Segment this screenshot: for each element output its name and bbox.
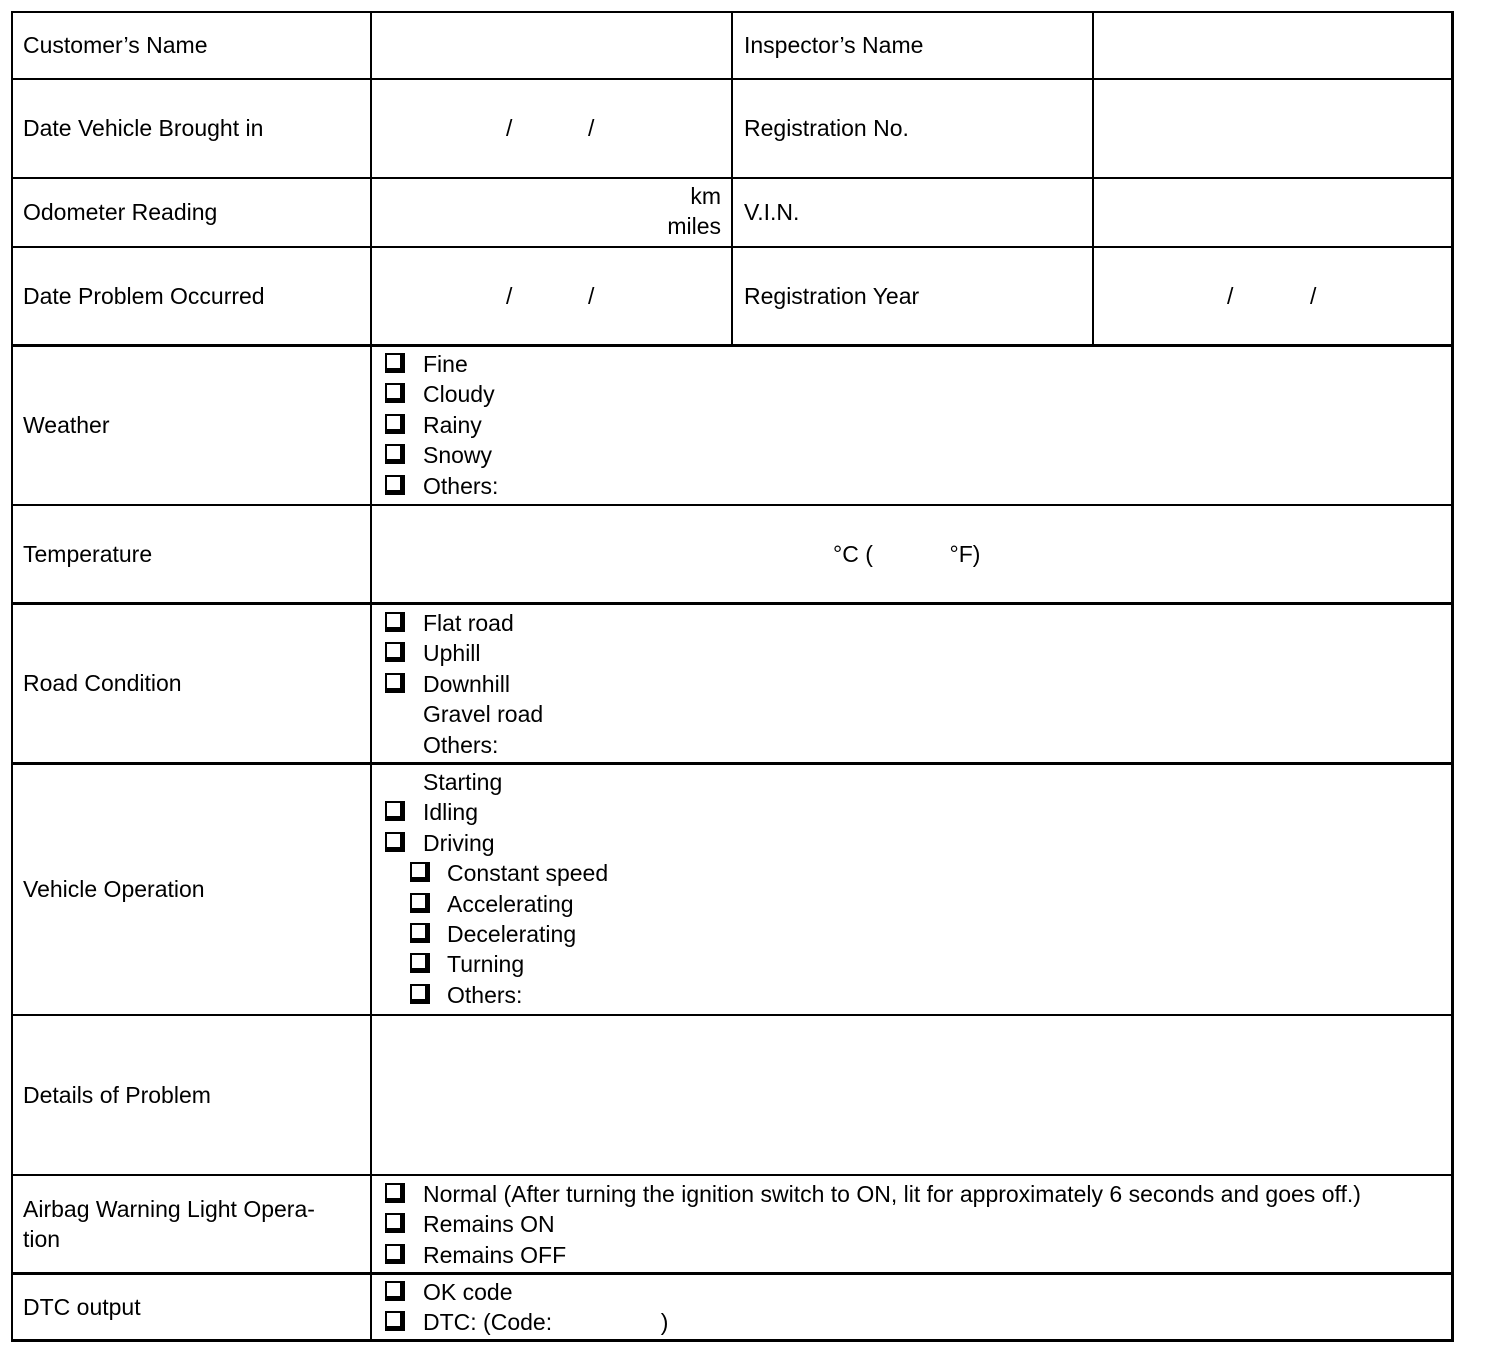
checkbox[interactable] <box>410 984 430 1004</box>
date-vehicle-brought-in-field[interactable] <box>372 80 731 177</box>
checkbox[interactable] <box>385 444 405 464</box>
date-separator: / <box>1227 283 1234 309</box>
checkbox[interactable] <box>385 414 405 434</box>
airbag-warning-label: Airbag Warning Light Opera- tion <box>23 1196 315 1253</box>
odometer-unit-miles: miles <box>667 213 721 239</box>
odometer-reading-field[interactable] <box>372 179 731 246</box>
checkbox[interactable] <box>410 893 430 913</box>
checkbox[interactable] <box>385 353 405 373</box>
date-separator: / <box>506 283 513 309</box>
inspectors-name-label: Inspector’s Name <box>744 31 924 58</box>
odometer-reading-label: Odometer Reading <box>23 198 218 225</box>
temperature-units: °C ( °F) <box>833 541 981 567</box>
date-problem-occurred-field[interactable] <box>372 248 731 344</box>
checkbox[interactable] <box>385 801 405 821</box>
vehicle-operation-label: Vehicle Operation <box>23 876 205 903</box>
temperature-field[interactable] <box>372 506 1451 602</box>
registration-year-field[interactable] <box>1094 248 1451 344</box>
date-separator: / <box>588 115 595 141</box>
date-problem-occurred-label: Date Problem Occurred <box>23 282 265 309</box>
inspectors-name-field[interactable] <box>1094 13 1451 78</box>
checkbox[interactable] <box>385 383 405 403</box>
checkbox[interactable] <box>385 1183 405 1203</box>
checkbox[interactable] <box>385 832 405 852</box>
date-vehicle-brought-in-label: Date Vehicle Brought in <box>23 114 264 141</box>
checkbox[interactable] <box>385 673 405 693</box>
checkbox[interactable] <box>385 612 405 632</box>
checkbox[interactable] <box>410 862 430 882</box>
date-separator: / <box>506 115 513 141</box>
details-of-problem-field[interactable] <box>372 1016 1451 1174</box>
dtc-output-label: DTC output <box>23 1293 141 1320</box>
vin-label: V.I.N. <box>744 198 800 225</box>
checkbox[interactable] <box>410 953 430 973</box>
customers-name-label: Customer’s Name <box>23 31 208 58</box>
customers-name-field[interactable] <box>372 13 731 78</box>
checkbox[interactable] <box>410 923 430 943</box>
details-of-problem-label: Details of Problem <box>23 1081 211 1108</box>
checkbox[interactable] <box>385 1281 405 1301</box>
checkbox[interactable] <box>385 475 405 495</box>
date-separator: / <box>588 283 595 309</box>
checkbox[interactable] <box>385 1213 405 1233</box>
registration-year-label: Registration Year <box>744 282 920 309</box>
odometer-unit-km: km <box>690 183 721 209</box>
registration-no-label: Registration No. <box>744 114 909 141</box>
road-condition-label: Road Condition <box>23 670 182 697</box>
inspection-form: Customer’s Name Inspector’s Name Date Vehicle Brought in / / Registration No. Odometer Reading km miles V.I.N. Date Problem Occurred / / Registration Year / / Weather Fine Cloudy Rainy Snowy Others: Temperature °C ( °F) Road Condition Flat road Uphill Downhill Gravel road Others: Vehicle Operation Starting Idling Driving Constant speed Accelerating Decelerating Turning Others: Details of Problem Airbag Warning Light Opera- tion Normal (After turning the ignition switch to ON, lit for approximately 6 seconds and goes off.) Remains ON Remains OFF DTC output OK code DTC: (Code: ) <box>11 11 1454 1342</box>
weather-label: Weather <box>23 412 110 439</box>
checkbox[interactable] <box>385 1311 405 1331</box>
checkbox[interactable] <box>385 642 405 662</box>
temperature-label: Temperature <box>23 540 153 567</box>
vin-field[interactable] <box>1094 179 1451 246</box>
date-separator: / <box>1310 283 1317 309</box>
checkbox[interactable] <box>385 1244 405 1264</box>
registration-no-field[interactable] <box>1094 80 1451 177</box>
